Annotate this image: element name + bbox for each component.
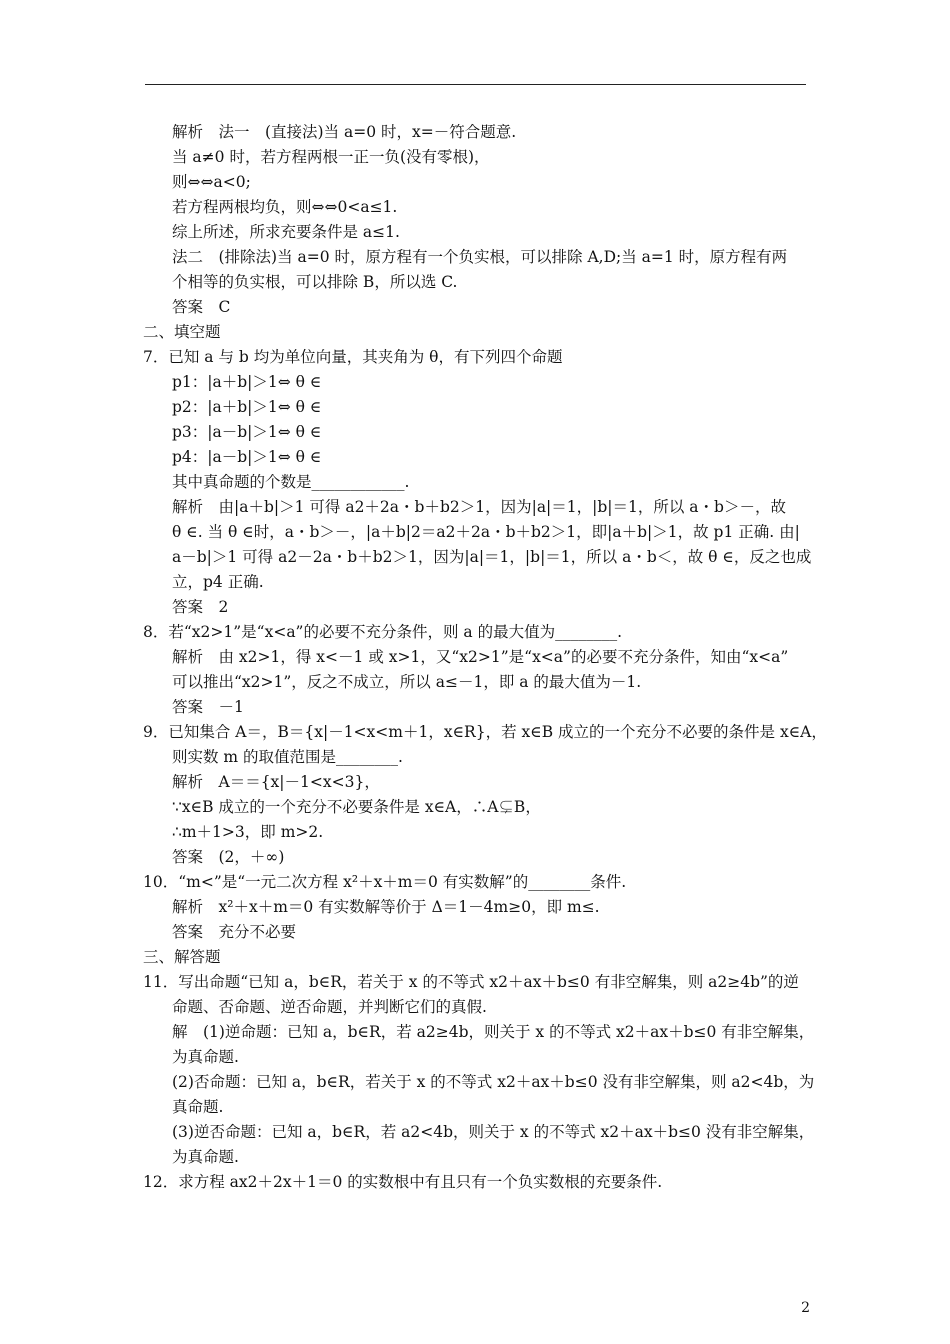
text-line: ∴m＋1>3，即 m>2. [172,823,324,841]
text-line: 综上所述，所求充要条件是 a≤1. [172,223,400,241]
text-line: 答案 2 [172,598,229,616]
text-line: p3：|a－b|＞1⇔ θ ∈ [172,423,322,441]
text-line: 解析 x²＋x＋m＝0 有实数解等价于 Δ＝1－4m≥0，即 m≤. [172,898,600,916]
text-line: (2)否命题：已知 a，b∈R，若关于 x 的不等式 x2＋ax＋b≤0 没有非空解集，则 a2<4b，为 [172,1073,815,1091]
text-line: 8．若“x2>1”是“x<a”的必要不充分条件，则 a 的最大值为________. [143,623,623,641]
text-line: 个相等的负实根，可以排除 B，所以选 C. [172,273,458,291]
text-line: 则⇔⇔a<0; [172,173,251,191]
text-line: 9．已知集合 A＝，B＝{x|－1<x<m＋1，x∈R}，若 x∈B 成立的一个充分不必要的条件是 x∈A， [143,723,827,741]
text-line: 答案 －1 [172,698,244,716]
text-line: 法二 (排除法)当 a=0 时，原方程有一个负实根，可以排除 A,D;当 a=1 时，原方程有两 [172,248,788,266]
text-line: p2：|a＋b|＞1⇔ θ ∈ [172,398,322,416]
text-line: ∵x∈B 成立的一个充分不必要条件是 x∈A，∴A⊊B， [172,798,541,816]
text-line: 答案 充分不必要 [172,923,297,941]
text-line: 7．已知 a 与 b 均为单位向量，其夹角为 θ，有下列四个命题 [143,348,563,366]
text-line: 可以推出“x2>1”，反之不成立，所以 a≤－1，即 a 的最大值为－1. [172,673,642,691]
text-line: 立，p4 正确. [172,573,264,591]
text-line: 答案 (2，＋∞) [172,848,285,866]
header-rule [145,84,806,85]
text-line: 解 (1)逆命题：已知 a，b∈R，若 a2≥4b，则关于 x 的不等式 x2＋ax＋b≤0 有非空解集， [172,1023,815,1041]
text-line: 解析 法一 (直接法)当 a=0 时，x=－符合题意. [172,123,517,141]
text-line: 解析 由|a＋b|＞1 可得 a2＋2a・b＋b2＞1，因为|a|＝1，|b|＝1，所以 a・b＞－，故 [172,498,786,516]
text-line: p1：|a＋b|＞1⇔ θ ∈ [172,373,322,391]
text-line: 为真命题. [172,1148,239,1166]
text-line: 二、填空题 [143,323,221,341]
text-line: 三、解答题 [143,948,221,966]
text-line: 解析 由 x2>1，得 x<－1 或 x>1，又“x2>1”是“x<a”的必要不充分条件，知由“x<a” [172,648,789,666]
text-line: 解析 A＝＝{x|－1<x<3}， [172,773,380,791]
text-line: θ ∈. 当 θ ∈时，a・b＞－，|a＋b|2＝a2＋2a・b＋b2＞1，即|a＋b|＞1，故 p1 正确. 由| [172,523,800,541]
text-line: a－b|＞1 可得 a2－2a・b＋b2＞1，因为|a|＝1，|b|＝1，所以 a・b＜，故 θ ∈，反之也成 [172,548,812,566]
text-line: 其中真命题的个数是____________. [172,473,410,491]
text-line: 若方程两根均负，则⇔⇔0<a≤1. [172,198,398,216]
document-body [143,120,827,1195]
page-number: 2 [801,1300,810,1316]
text-line: 11．写出命题“已知 a，b∈R，若关于 x 的不等式 x2＋ax＋b≤0 有非空解集，则 a2≥4b”的逆 [143,973,799,991]
text-line: 则实数 m 的取值范围是________. [172,748,403,766]
text-line: 12．求方程 ax2＋2x＋1＝0 的实数根中有且只有一个负实数根的充要条件. [143,1173,663,1191]
text-line: 当 a≠0 时，若方程两根一正一负(没有零根)， [172,148,490,166]
text-line: 命题、否命题、逆否命题，并判断它们的真假. [172,998,487,1016]
text-line: 10．“m<”是“一元二次方程 x²＋x＋m＝0 有实数解”的________条件. [143,873,627,891]
text-line: 真命题. [172,1098,224,1116]
text-line: p4：|a－b|＞1⇔ θ ∈ [172,448,322,466]
text-line: (3)逆否命题：已知 a，b∈R，若 a2<4b，则关于 x 的不等式 x2＋ax＋b≤0 没有非空解集， [172,1123,815,1141]
text-line: 答案 C [172,298,231,316]
text-line: 为真命题. [172,1048,239,1066]
